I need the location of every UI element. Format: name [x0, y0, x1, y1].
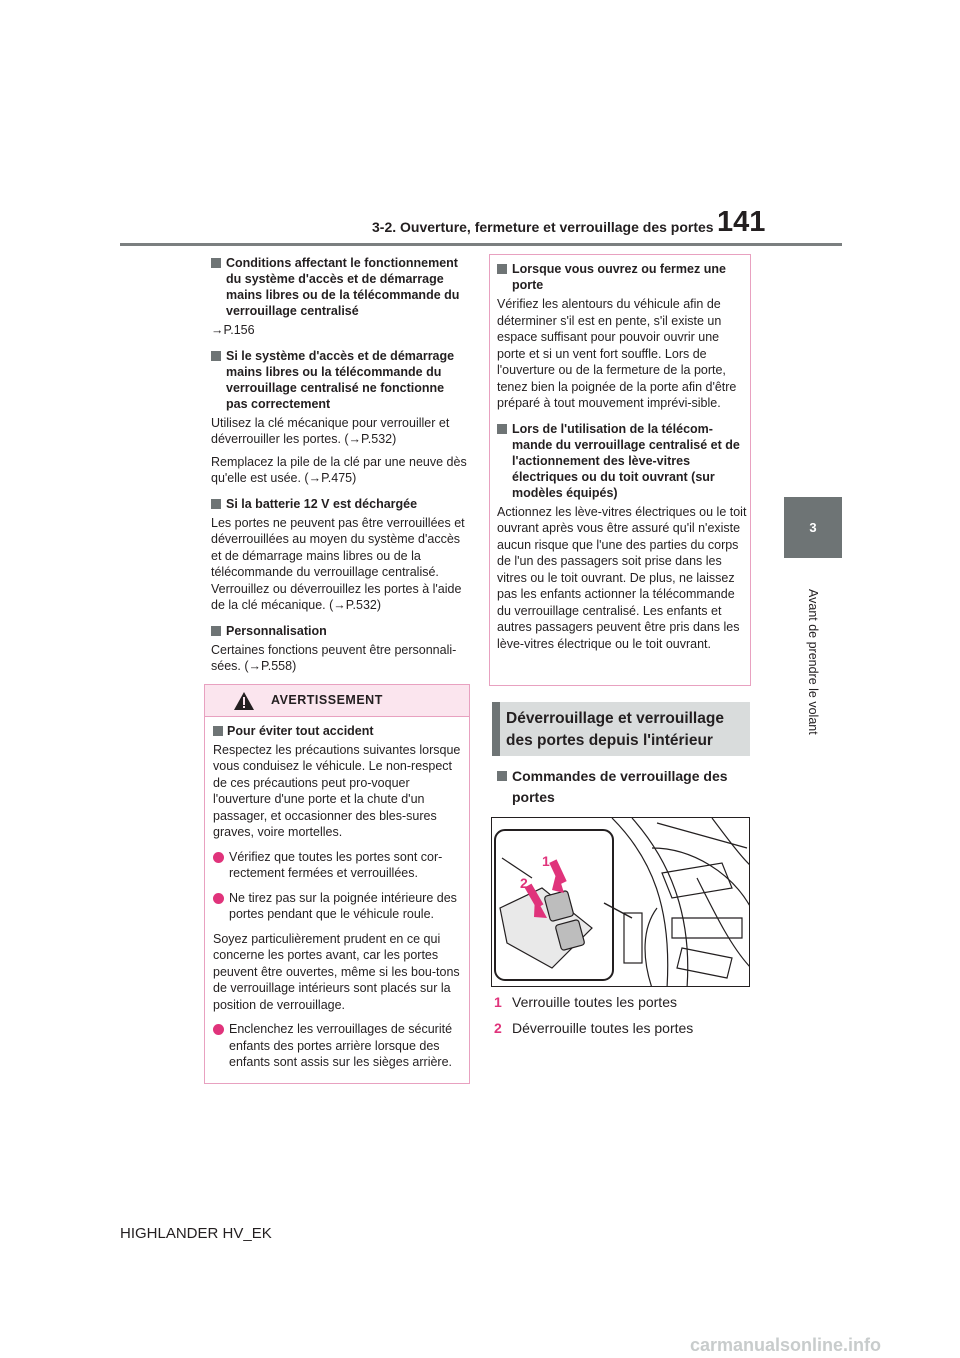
watermark: carmanualsonline.info — [690, 1335, 882, 1355]
door-lock-switch-illustration — [491, 817, 750, 987]
page-reference: →P.156 — [211, 323, 255, 337]
paragraph: Certaines fonctions peuvent être personnali-sées. (→P.558) — [211, 642, 457, 673]
model-footer: HIGHLANDER HV_EK — [120, 1225, 272, 1242]
warning-bullet: Vérifiez que toutes les portes sont cor-rectement fermées et verrouillées. — [213, 849, 461, 882]
legend-number: 1 — [494, 994, 502, 1010]
figure-label-1: 1 — [542, 853, 550, 869]
right-column-info — [497, 261, 749, 658]
header-divider — [120, 243, 842, 246]
info-paragraph: Vérifiez les alentours du véhicule afin de déterminer s'il est en pente, s'il existe un espace suffisant pour pouvoir ouvrir une porte et si un vent fort souffle. Lors de l'ouverture ou de la fermeture de la porte, tenez bien la poignée de la porte afin d'être préparé à tout mouvement imprévi-sible. — [497, 297, 737, 410]
page-number: 141 — [717, 206, 766, 238]
paragraph: Les portes ne peuvent pas être verrouillées et déverrouillées au moyen du système d'accès et de démarrage mains libres ou de la télécommande du verrouillage centralisé. Verrouillez ou déverrouillez les portes à l'aide de la clé mécanique. (→P.532) — [211, 515, 465, 612]
legend-number: 2 — [494, 1020, 502, 1036]
section-title-line: des portes depuis l'intérieur — [506, 732, 713, 749]
warning-title: AVERTISSEMENT — [271, 693, 383, 707]
warning-bullet: Enclenchez les verrouillages de sécurité enfants des portes arrière lorsque des enfants sont assis sur les sièges arrière. — [213, 1021, 461, 1071]
info-heading: Lorsque vous ouvrez ou fermez une porte — [497, 261, 749, 293]
legend-text: Verrouille toutes les portes — [512, 994, 677, 1010]
chapter-title: Avant de prendre le volant — [806, 589, 820, 735]
warning-heading: Pour éviter tout accident — [213, 723, 461, 740]
chapter-tab — [784, 497, 842, 558]
section-heading: Si le système d'accès et de démarrage mains libres ou la télécommande du verrouillage centralisé ne fonctionne pas correctement — [211, 348, 469, 412]
figure-label-2: 2 — [520, 875, 528, 891]
section-title-box — [492, 702, 750, 756]
section-title-line: Déverrouillage et verrouillage — [506, 710, 724, 727]
warning-bullet: Ne tirez pas sur la poignée intérieure des portes pendant que le véhicule roule. — [213, 890, 461, 923]
section-heading: Si la batterie 12 V est déchargée — [211, 496, 469, 512]
section-heading: Conditions affectant le fonctionnement du système d'accès et de démarrage mains libres ou de la télécommande du verrouillage centralisé — [211, 255, 469, 319]
section-header-title: 3-2. Ouverture, fermeture et verrouillage des portes — [372, 219, 714, 235]
chapter-number: 3 — [809, 520, 817, 535]
warning-intro: Respectez les précautions suivantes lorsque vous conduisez le véhicule. Le non-respect de ces précautions peut pro-voquer l'ouverture d'une porte et la chute d'un passager, et occasionner des bles-sures graves, voire mortelles. — [213, 742, 461, 839]
legend-item-1 — [494, 993, 750, 1011]
subsection-heading: Commandes de verrouillage des portes — [497, 766, 749, 808]
legend-text: Déverrouille toutes les portes — [512, 1020, 694, 1036]
warning-box — [204, 684, 470, 1084]
illustration-drawing — [492, 818, 750, 987]
warning-body — [205, 717, 469, 1071]
warning-triangle-icon — [233, 691, 255, 716]
info-heading: Lors de l'utilisation de la télécom-mande du verrouillage centralisé et de l'actionnement des lève-vitres électriques ou du toit ouvrant (sur modèles équipés) — [497, 421, 749, 501]
paragraph: Remplacez la pile de la clé par une neuve dès qu'elle est usée. (→P.475) — [211, 454, 467, 485]
info-paragraph: Actionnez les lève-vitres électriques ou le toit ouvrant après vous être assuré qu'il n'existe aucun risque que l'une des parties du corps de l'un des passagers soit prise dans les vitres ou le toit ouvrant. De plus, ne laissez pas les enfants actionner la télécommande du verrouillage centralisé. Les enfants et autres passagers peuvent être pris dans les lève-vitres électrique ou le toit ouvrant. — [497, 504, 747, 651]
left-column — [211, 255, 469, 681]
warning-middle-text: Soyez particulièrement prudent en ce qui concerne les portes avant, car les portes peuvent être ouvertes, même si les bou-tons de verrouillage intérieurs sont placés sur la position de verrouillage. — [213, 931, 460, 1012]
paragraph: Utilisez la clé mécanique pour verrouiller et déverrouiller les portes. (→P.532) — [211, 415, 450, 446]
section-heading: Personnalisation — [211, 623, 469, 639]
legend-item-2 — [494, 1019, 750, 1037]
warning-header — [205, 685, 469, 717]
